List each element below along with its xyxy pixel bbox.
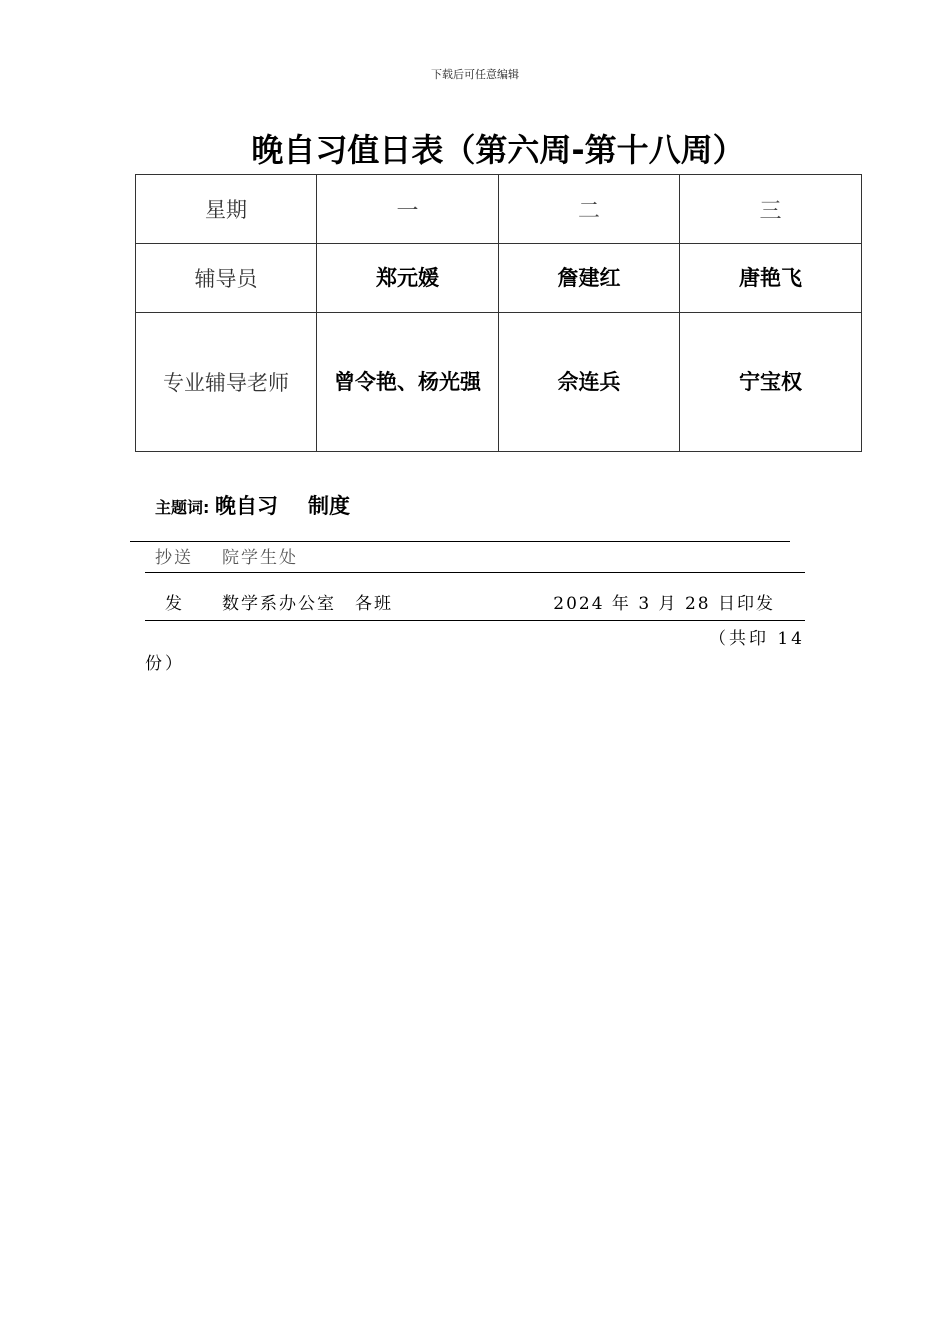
tutor-cell: 郑元媛 [317,244,499,313]
issue-value: 数学系办公室 各班 [222,594,393,614]
divider [145,620,805,621]
row-label-specialist: 专业辅导老师 [136,313,317,452]
specialist-cell: 佘连兵 [499,313,680,452]
divider [145,572,805,573]
keyword: 制度 [307,494,350,518]
print-date: 2024 年 3 月 28 日印发 [553,594,775,614]
tutor-cell: 詹建红 [499,244,680,313]
row-label-tutor: 辅导员 [136,244,317,313]
divider [130,541,790,542]
cc-label: 抄送 [155,548,193,568]
document-title: 晚自习值日表（第六周-第十八周） [251,131,745,169]
row-label-weekday: 星期 [136,175,317,244]
specialist-cell: 曾令艳、杨光强 [317,313,499,452]
day-cell: 一 [317,175,499,244]
table-row [136,313,862,452]
table-row [136,175,862,244]
table-row [136,244,862,313]
keyword: 晚自习 [214,494,278,518]
keywords [155,490,350,520]
issue-label: 发 [165,594,184,614]
duty-table [135,174,862,452]
cc-value: 院学生处 [222,548,298,568]
specialist-cell: 宁宝权 [680,313,862,452]
day-cell: 二 [499,175,680,244]
copies-count: （共印 14 [708,629,805,649]
tutor-cell: 唐艳飞 [680,244,862,313]
day-cell: 三 [680,175,862,244]
copies-count-cont: 份） [145,654,185,674]
keywords-label: 主题词: [155,498,210,517]
header-note: 下载后可任意编辑 [431,68,519,81]
